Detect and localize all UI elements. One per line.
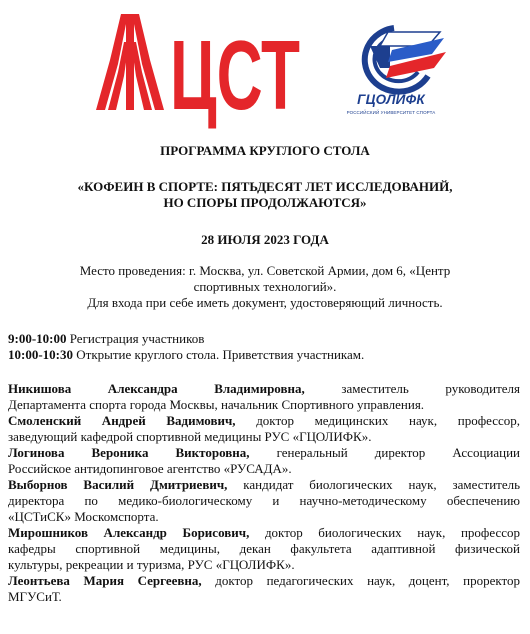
speaker-name: Никишова Александра Владимировна, — [8, 381, 305, 396]
event-title-line-2: НО СПОРЫ ПРОДОЛЖАЮТСЯ» — [163, 195, 367, 210]
event-title — [0, 179, 530, 211]
speaker-item — [8, 573, 520, 605]
schedule-text: Открытие круглого стола. Приветствия участникам. — [73, 347, 365, 362]
speaker-item — [8, 525, 520, 573]
cst-logo — [96, 14, 300, 130]
venue-line-3: Для входа при себе иметь документ, удостоверяющий личность. — [87, 295, 443, 310]
speaker-item — [8, 413, 520, 445]
speaker-role-line-2: заведующий кафедрой спортивной медицины РУС «ГЦОЛИФК». — [8, 429, 372, 444]
speaker-role-line-1: доктор медицинских наук, профессор, — [256, 413, 520, 428]
cst-emblem-center-stroke — [126, 14, 134, 110]
schedule-time: 9:00-10:00 — [8, 331, 67, 346]
gcolifk-logo-name: ГЦОЛИФК — [357, 92, 425, 107]
schedule-item — [8, 331, 520, 347]
program-title: ПРОГРАММА КРУГЛОГО СТОЛА — [160, 143, 370, 158]
gcolifk-logo-subtitle: РОССИЙСКИЙ УНИВЕРСИТЕТ СПОРТА — [346, 110, 436, 115]
schedule-text: Регистрация участников — [66, 331, 205, 346]
speaker-role-line-2: Департамента спорта города Москвы, начальник Спортивного управления. — [8, 397, 425, 412]
speaker-role-line-2: Российское антидопинговое агентство «РУСАДА». — [8, 461, 292, 476]
speaker-name: Смоленский Андрей Вадимович, — [8, 413, 236, 428]
speaker-role-line-2: директора по медико-биологическому и научно-методическому обеспечению — [8, 493, 520, 508]
speaker-role-line-1: кандидат биологических наук, заместитель — [243, 477, 521, 492]
speaker-name: Выборнов Василий Дмитриевич, — [8, 477, 228, 492]
speaker-role-line-2: МГУСиТ. — [8, 589, 62, 604]
speaker-role-line-1: доктор биологических наук, профессор — [264, 525, 520, 540]
speaker-name: Мирошников Александр Борисович, — [8, 525, 250, 540]
speaker-role-line-2: кафедры спортивной медицины, декан факультета адаптивной физической — [8, 541, 520, 556]
venue-info — [0, 263, 530, 311]
speaker-role-line-1: генеральный директор Ассоциации — [276, 445, 520, 460]
venue-line-1: Место проведения: г. Москва, ул. Советской Армии, дом 6, «Центр — [79, 263, 451, 278]
gcolifk-emblem — [332, 22, 452, 94]
speaker-role-line-3: культуры, рекреации и туризма, РУС «ГЦОЛИФК». — [8, 557, 295, 572]
speaker-item — [8, 381, 520, 413]
speaker-item — [8, 477, 520, 525]
speaker-name: Логинова Вероника Викторовна, — [8, 445, 250, 460]
schedule-time: 10:00-10:30 — [8, 347, 73, 362]
schedule — [8, 331, 520, 363]
speaker-role-line-1: заместитель руководителя — [341, 381, 521, 396]
speaker-role-line-3: «ЦСТиСК» Москомспорта. — [8, 509, 159, 524]
speaker-item — [8, 445, 520, 477]
event-title-line-1: «КОФЕИН В СПОРТЕ: ПЯТЬДЕСЯТ ЛЕТ ИССЛЕДОВАНИЙ, — [77, 179, 453, 194]
venue-line-2: спортивных технологий». — [193, 279, 337, 294]
event-date: 28 ИЮЛЯ 2023 ГОДА — [201, 232, 329, 247]
speaker-role-line-1: доктор педагогических наук, доцент, проректор — [215, 573, 521, 588]
cst-logo-text: ЦСТ — [170, 20, 300, 130]
speaker-name: Леонтьева Мария Сергеевна, — [8, 573, 202, 588]
logos-header — [0, 0, 530, 132]
speakers-list — [8, 381, 520, 605]
schedule-item — [8, 347, 520, 363]
